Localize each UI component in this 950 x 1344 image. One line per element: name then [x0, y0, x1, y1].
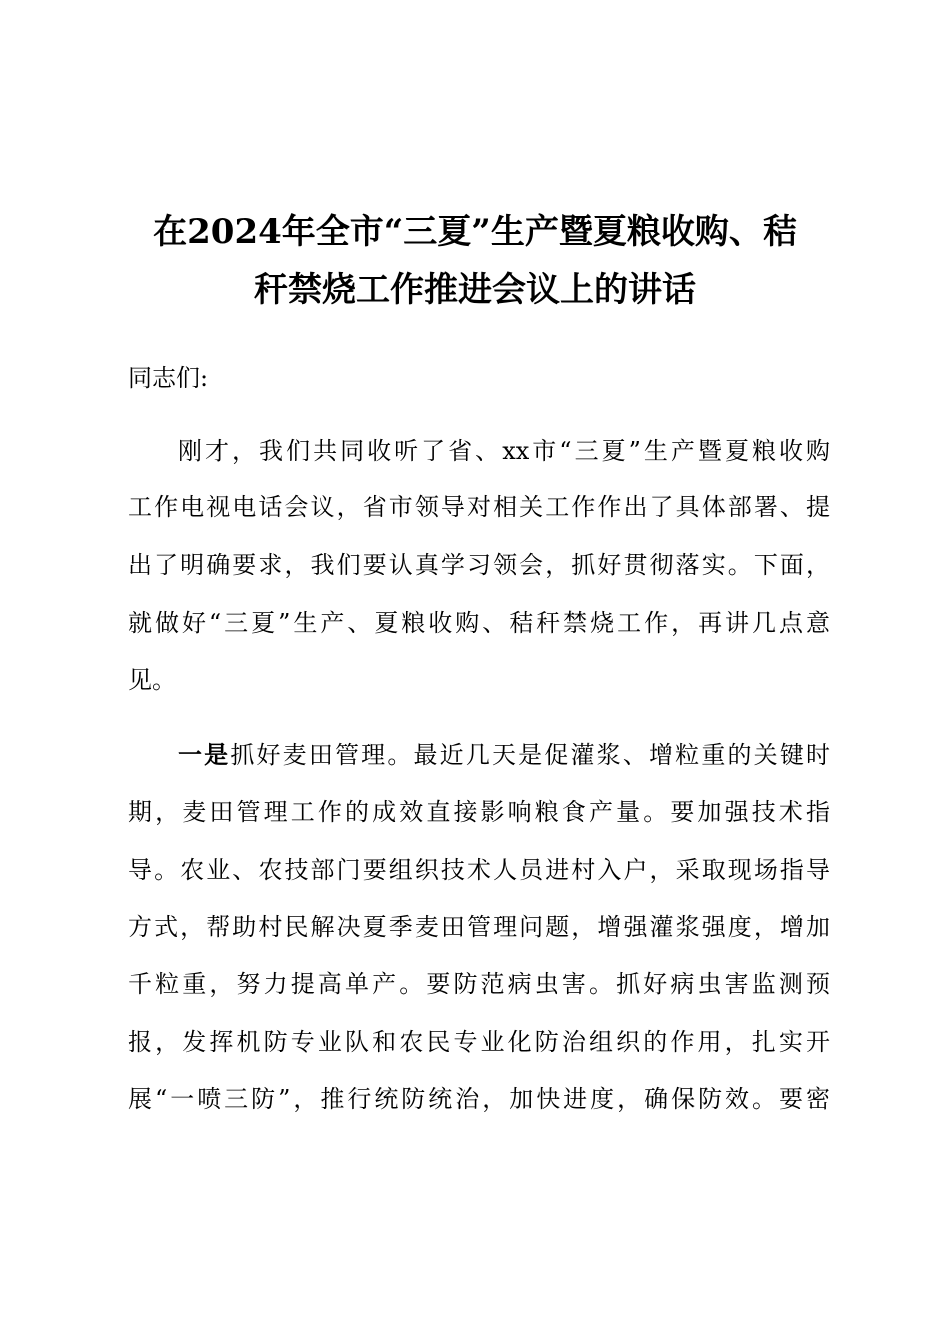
paragraph-2-line — [178, 735, 830, 775]
paragraph-2-line-text: 抓好麦田管理。最近几天是促灌浆、增粒重的关键时 — [230, 741, 831, 769]
document-title-line-2: 秆禁烧工作推进会议上的讲话 — [254, 270, 696, 310]
paragraph-2-line: 报，发挥机防专业队和农民专业化防治组织的作用，扎实开 — [128, 1028, 830, 1056]
paragraph-2-lead: 一是 — [178, 740, 231, 769]
document-title-line-1: 在2024年全市“三夏”生产暨夏粮收购、秸 — [153, 212, 797, 252]
paragraph-1-line: 工作电视电话会议，省市领导对相关工作作出了具体部署、提 — [128, 493, 830, 521]
paragraph-2-line: 展“一喷三防”，推行统防统治，加快进度，确保防效。要密 — [128, 1085, 830, 1113]
paragraph-1-line: 刚才，我们共同收听了省、xx市“三夏”生产暨夏粮收购 — [178, 437, 830, 465]
paragraph-2-line: 方式，帮助村民解决夏季麦田管理问题，增强灌浆强度，增加 — [128, 913, 830, 941]
paragraph-1-line: 就做好“三夏”生产、夏粮收购、秸秆禁烧工作，再讲几点意 — [128, 609, 830, 637]
salutation: 同志们: — [128, 364, 209, 392]
paragraph-2-line: 千粒重，努力提高单产。要防范病虫害。抓好病虫害监测预 — [128, 970, 830, 998]
paragraph-2-line: 导。农业、农技部门要组织技术人员进村入户，采取现场指导 — [128, 856, 830, 884]
paragraph-1-line: 见。 — [128, 666, 176, 694]
paragraph-1-line: 出了明确要求，我们要认真学习领会，抓好贯彻落实。下面， — [128, 551, 830, 579]
paragraph-2-line: 期，麦田管理工作的成效直接影响粮食产量。要加强技术指 — [128, 798, 830, 826]
